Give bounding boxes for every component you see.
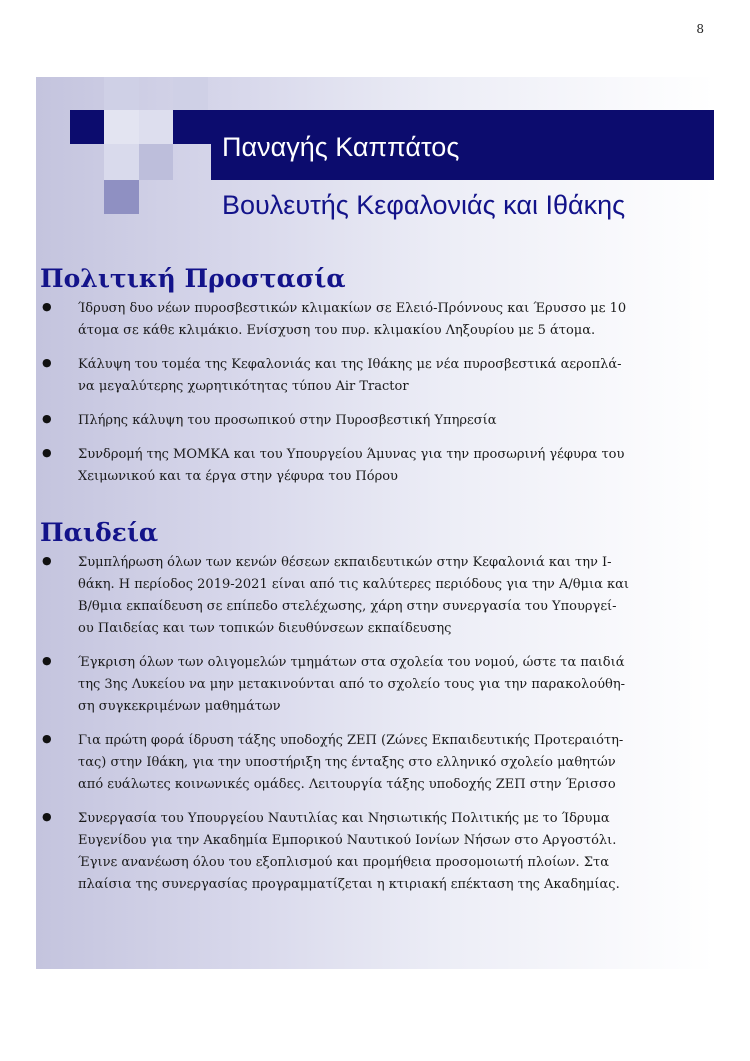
list-item [40, 808, 712, 896]
bullet-icon: ● [42, 412, 52, 425]
list-item [40, 652, 712, 718]
deco-square [173, 110, 211, 144]
list-item-text: Κάλυψη του τομέα της Κεφαλονιάς και της Ιθάκης με νέα πυροσβεστικά αεροπλά- να μεγαλύτερης χωρητικότητας τύπου Air Tractor [78, 357, 622, 394]
bullet-icon: ● [42, 300, 52, 313]
header-name: Παναγής Καππάτος [222, 132, 460, 162]
deco-square [104, 180, 139, 214]
list-item-text: Συνεργασία του Υπουργείου Ναυτιλίας και Νησιωτικής Πολιτικής με το Ίδρυμα Ευγενίδου για την Ακαδημία Εμπορικού Ναυτικού Ιονίων Νήσων στο Αργοστόλι. Έγινε ανανέωση όλου του εξοπλισμού και προμήθεια προσομοιωτή πλοίων. Στα πλαίσια της συνεργασίας προγραμματίζεται η κτιριακή επέκταση της Ακαδημίας. [78, 811, 620, 892]
list-item-text: Συμπλήρωση όλων των κενών θέσεων εκπαιδευτικών στην Κεφαλονιά και την Ι- θάκη. Η περίοδος 2019-2021 είναι από τις καλύτερες περιόδους για την Α/θμια και Β/θμια εκπαίδευση σε επίπεδο στελέχωσης, χάρη στην συνεργασία του Υπουργεί- ου Παιδείας και των τοπικών διευθύνσεων εκπαίδευσης [78, 555, 630, 636]
education-list [40, 552, 712, 896]
bullet-icon: ● [42, 810, 52, 823]
bullet-icon: ● [42, 554, 52, 567]
list-item [40, 410, 712, 432]
deco-square [70, 110, 104, 144]
deco-square [139, 144, 173, 180]
list-item-text: Έγκριση όλων των ολιγομελών τμημάτων στα σχολεία του νομού, ώστε τα παιδιά της 3ης Λυκείου να μην μετακινούνται από το σχολείο τους για την παρακολούθη- ση συγκεκριμένων μαθημάτων [78, 655, 626, 714]
main-content [40, 262, 712, 908]
deco-square [139, 110, 173, 144]
bullet-icon: ● [42, 446, 52, 459]
list-item-text: Ίδρυση δυο νέων πυροσβεστικών κλιμακίων σε Ελειό-Πρόννους και Έρυσσο με 10 άτομα σε κάθε κλιμάκιο. Ενίσχυση του πυρ. κλιμακίου Ληξουρίου με 5 άτομα. [78, 301, 627, 338]
deco-square [104, 144, 139, 180]
section-title-education: Παιδεία [40, 518, 159, 547]
header-subtitle: Βουλευτής Κεφαλονιάς και Ιθάκης [222, 190, 626, 220]
deco-square [173, 77, 208, 110]
bullet-icon: ● [42, 732, 52, 745]
deco-square [104, 77, 139, 110]
list-item-text: Συνδρομή της ΜΟΜΚΑ και του Υπουργείου Άμυνας για την προσωρινή γέφυρα του Χειμωνικού και τα έργα στην γέφυρα του Πόρου [78, 447, 625, 484]
bullet-icon: ● [42, 356, 52, 369]
list-item [40, 444, 712, 488]
page-number: 8 [696, 22, 704, 36]
deco-square [104, 110, 139, 144]
list-item-text: Για πρώτη φορά ίδρυση τάξης υποδοχής ΖΕΠ (Ζώνες Εκπαιδευτικής Προτεραιότη- τας) στην Ιθάκη, για την υποστήριξη της ένταξης στο ελληνικό σχολείο μαθητών από ευάλωτες κοινωνικές ομάδες. Λειτουργία τάξης υποδοχής ΖΕΠ στην Έρισσο [78, 733, 624, 792]
bullet-icon: ● [42, 654, 52, 667]
list-item [40, 354, 712, 398]
civil-protection-list [40, 298, 712, 488]
section-title-civil-protection: Πολιτική Προστασία [40, 264, 346, 293]
list-item-text: Πλήρης κάλυψη του προσωπικού στην Πυροσβεστική Υπηρεσία [78, 413, 497, 428]
list-item [40, 730, 712, 796]
list-item [40, 552, 712, 640]
list-item [40, 298, 712, 342]
